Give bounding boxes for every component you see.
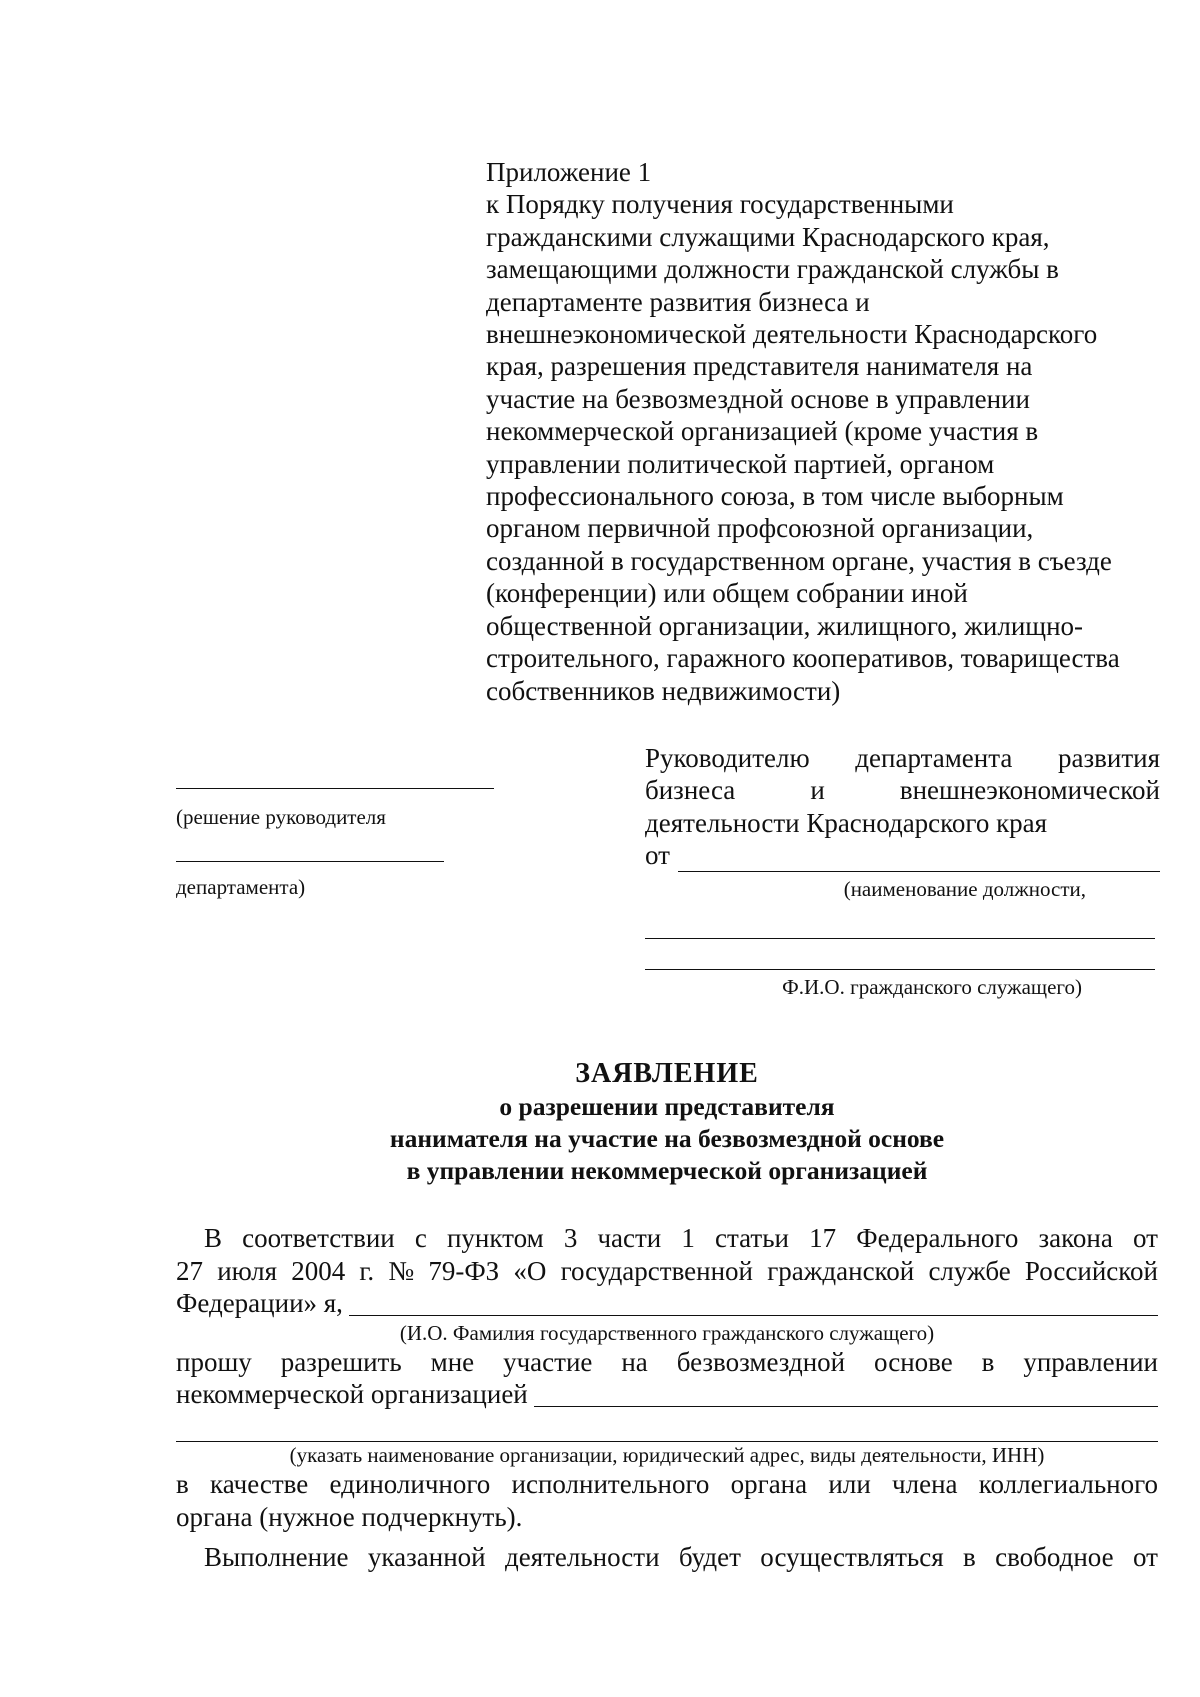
word: свободное [995, 1542, 1114, 1573]
title-main: ЗАЯВЛЕНИЕ [575, 1058, 759, 1089]
appendix-line: профессионального союза, в том числе выборным [486, 481, 1064, 512]
word: в [963, 1542, 976, 1573]
word: от [1132, 1542, 1158, 1573]
word: члена [892, 1468, 958, 1499]
organization-caption: (указать наименование организации, юридический адрес, виды деятельности, ИНН) [289, 1442, 1045, 1467]
word: 17 [809, 1223, 837, 1253]
p2-line-1 [176, 1346, 1158, 1379]
word: в [176, 1468, 189, 1499]
word: будет [678, 1542, 741, 1573]
word: в [981, 1346, 995, 1377]
appendix-line: к Порядку получения государственными [486, 189, 954, 220]
appendix-line: созданной в государственном органе, участия в съезде [486, 545, 1112, 576]
word: безвозмездной [676, 1346, 846, 1377]
word: г. [359, 1255, 375, 1286]
p1-line-2 [176, 1255, 1158, 1288]
word: органа [730, 1468, 808, 1499]
word: деятельности [504, 1542, 660, 1573]
organization-input-line[interactable] [534, 1382, 1158, 1407]
appendix-line: внешнеэкономической деятельности Краснодарского [486, 319, 1098, 350]
fio-caption: (И.О. Фамилия государственного гражданского служащего) [399, 1320, 935, 1345]
p4-line-1 [176, 1541, 1158, 1574]
name-input-line[interactable] [645, 939, 1155, 970]
word: мне [430, 1346, 475, 1377]
p1-line-1 [176, 1222, 1158, 1255]
appendix-line: замещающими должности гражданской службы в [486, 254, 1059, 285]
word: указанной [367, 1542, 486, 1573]
word: государственной [560, 1255, 753, 1286]
word: Российской [1024, 1255, 1158, 1286]
appendix-line: общественной организации, жилищного, жилищно- [486, 610, 1084, 641]
decision-caption-2: департамента) [176, 875, 306, 899]
word: № [388, 1255, 415, 1286]
word: 3 [563, 1223, 578, 1253]
word: В [204, 1223, 223, 1253]
word: 2004 [291, 1255, 346, 1286]
word: 27 [176, 1255, 203, 1286]
appendix-line: строительного, гаражного кооперативов, товарищества [486, 643, 1120, 674]
word: коллегиального [978, 1468, 1158, 1499]
word: и [810, 775, 825, 806]
word: закона [1038, 1223, 1113, 1253]
appendix-line: участие на безвозмездной основе в управлении [486, 383, 1030, 414]
p3-line-2: органа (нужное подчеркнуть). [176, 1501, 523, 1532]
title-sub-2: нанимателя на участие на безвозмездной основе [389, 1124, 945, 1153]
appendix-line: Приложение 1 [486, 157, 652, 187]
decision-signature-line [176, 788, 494, 789]
word: исполнительного [511, 1468, 710, 1499]
position-caption: (наименование должности, [843, 876, 1086, 901]
appendix-line: (конференции) или общем собрании иной [486, 578, 968, 609]
word: «О [513, 1255, 547, 1286]
word: на [621, 1346, 648, 1377]
word: соответствии [242, 1223, 395, 1253]
word: качестве [210, 1468, 309, 1499]
position-input-line-2[interactable] [645, 910, 1155, 939]
appendix-line: органом первичной профсоюзной организации, [486, 513, 1034, 544]
title-sub-1: о разрешении представителя [499, 1092, 835, 1121]
appendix-line: собственников недвижимости) [486, 675, 841, 706]
word: 79-ФЗ [428, 1255, 500, 1286]
word: с [414, 1223, 427, 1253]
word: прошу [176, 1346, 252, 1377]
word: или [828, 1468, 871, 1499]
word: осуществляться [760, 1542, 944, 1573]
from-label: от [645, 840, 670, 871]
position-input-line[interactable] [678, 845, 1160, 872]
appendix-line: управлении политической партией, органом [486, 448, 995, 479]
word: внешнеэкономической [899, 775, 1160, 806]
word: июля [217, 1255, 278, 1286]
word: от [1132, 1223, 1158, 1253]
word: службе [928, 1255, 1011, 1286]
appendix-line: гражданскими служащими Краснодарского края, [486, 221, 1050, 252]
word: гражданской [767, 1255, 915, 1286]
organization-input-line-2[interactable] [176, 1411, 1158, 1442]
word: Руководителю [645, 743, 810, 773]
word: 1 [681, 1223, 695, 1253]
document-title [172, 1057, 1162, 1187]
p1-line-3-text: Федерации» я, [176, 1288, 343, 1319]
word: департамента [855, 743, 1013, 773]
p2-line-2 [176, 1378, 1158, 1411]
statement-body [176, 1222, 1158, 1574]
p3-line-1 [176, 1468, 1158, 1501]
word: участие [503, 1346, 593, 1377]
addressee-block [645, 742, 1160, 1000]
decision-caption-1: (решение руководителя [176, 805, 386, 829]
word: основе [874, 1346, 953, 1377]
p1-line-3 [176, 1287, 1158, 1320]
word: статьи [715, 1223, 789, 1253]
appendix-line: некоммерческой организацией (кроме участия в [486, 416, 1039, 447]
addressee-line-2 [645, 774, 1160, 806]
addressee-line-3: деятельности Краснодарского края [645, 807, 1048, 838]
word: Выполнение [204, 1542, 349, 1573]
word: части [597, 1223, 662, 1253]
word: пунктом [446, 1223, 544, 1253]
from-row [645, 839, 1160, 871]
name-caption: Ф.И.О. гражданского служащего) [782, 974, 1082, 999]
fio-input-line[interactable] [349, 1291, 1158, 1316]
p2-line-2-text: некоммерческой организацией [176, 1379, 528, 1410]
appendix-line: края, разрешения представителя нанимателя на [486, 351, 1033, 382]
appendix-line: департаменте развития бизнеса и [486, 286, 870, 317]
addressee-line-1 [645, 742, 1160, 774]
word: развития [1057, 743, 1160, 773]
word: Федерального [856, 1223, 1019, 1253]
appendix-header [486, 156, 1166, 707]
word: единоличного [329, 1468, 491, 1499]
word: разрешить [280, 1346, 402, 1377]
word: управлении [1023, 1346, 1158, 1377]
decision-signature-line-2 [176, 861, 444, 862]
word: бизнеса [645, 775, 736, 806]
title-sub-3: в управлении некоммерческой организацией [406, 1156, 928, 1185]
